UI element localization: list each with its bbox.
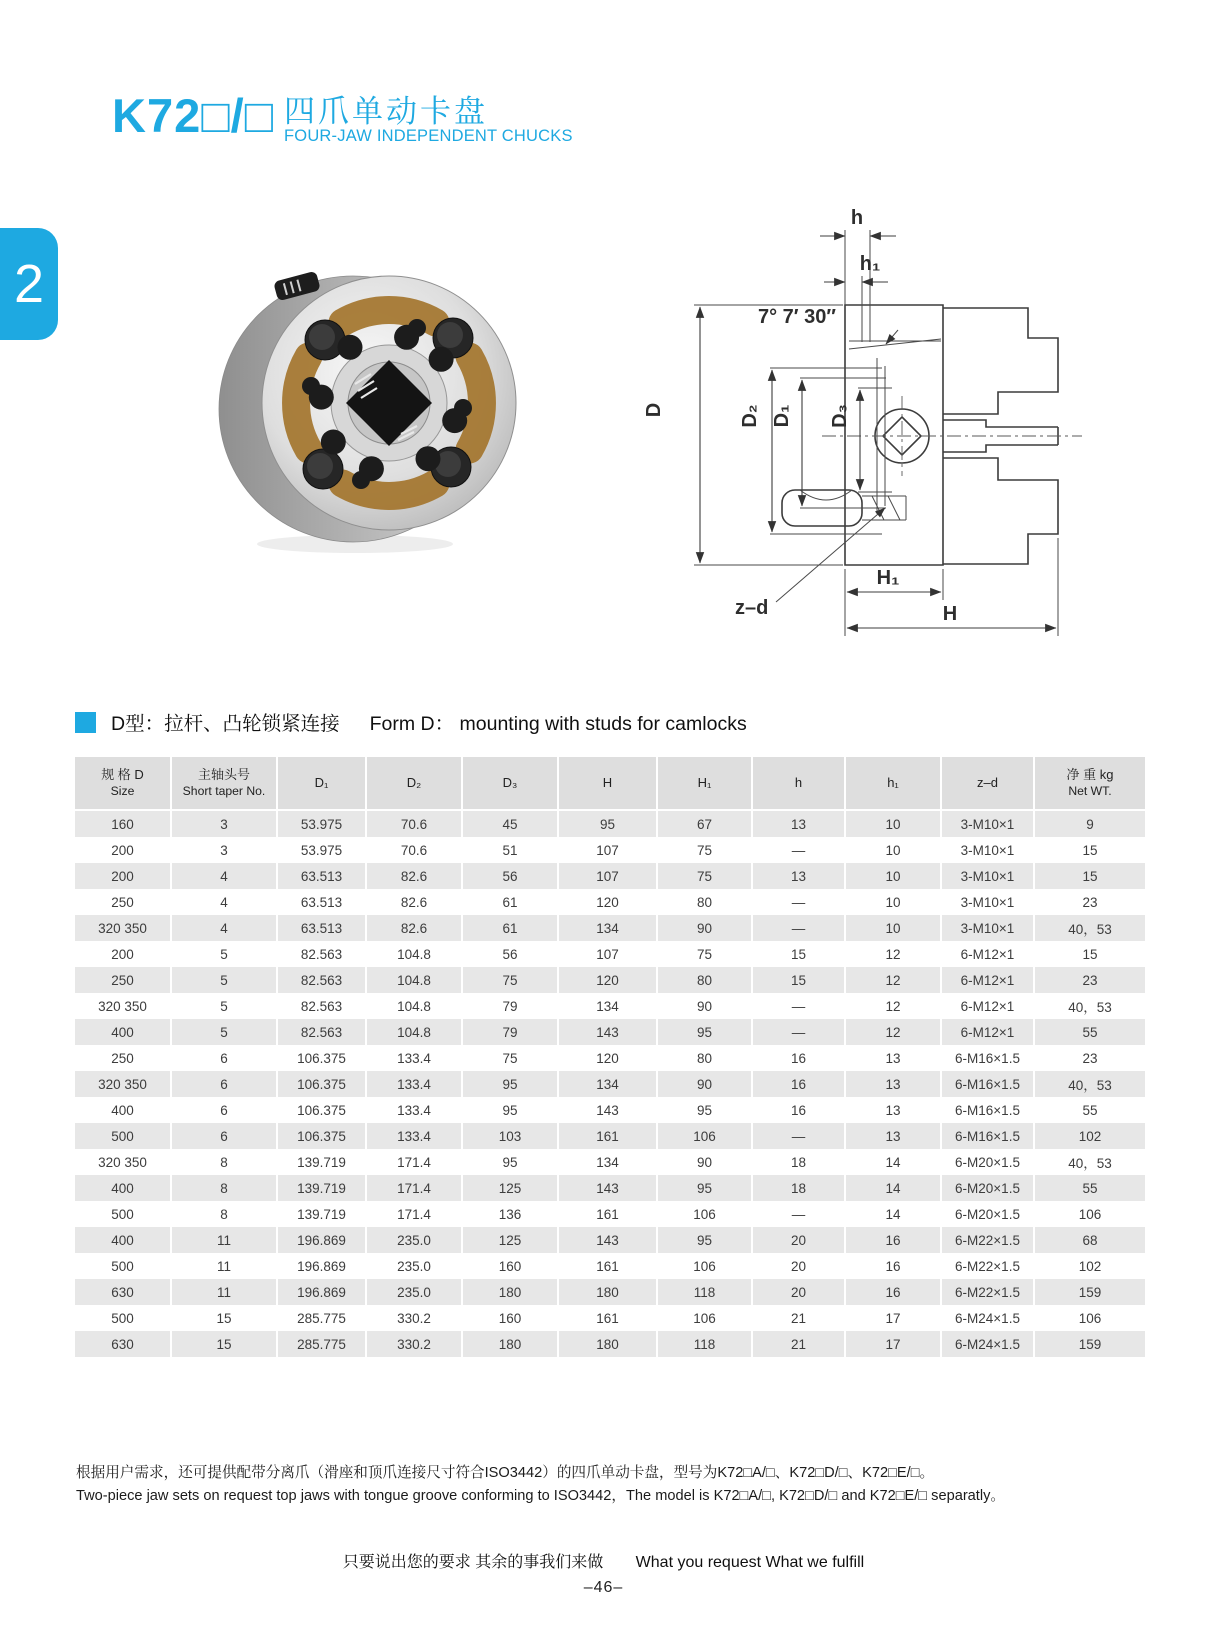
table-cell: 106.375 [277,1097,366,1123]
table-cell: 106.375 [277,1045,366,1071]
table-row [75,941,1145,967]
table-cell: 200 [111,946,134,962]
table-cell: 500 [111,1206,134,1222]
section-title-en: Form D： mounting with studs for camlocks [369,713,747,735]
table-cell: 15 [1034,941,1145,967]
technical-drawing [630,190,1170,650]
table-row [75,1253,1145,1279]
table-row [75,1227,1145,1253]
section-title-cn: D型：拉杆、凸轮锁紧连接 [111,713,340,735]
table-cell: 500 [111,1310,134,1326]
table-cell: 68 [1034,1227,1145,1253]
section-title [75,708,747,736]
table-cell: 20 [752,1227,845,1253]
table-cell: 250 [111,1050,134,1066]
table-cell: 18 [752,1175,845,1201]
table-cell: 16 [752,1071,845,1097]
table-cell: 40，53 [1034,915,1145,941]
table-cell: 95 [462,1071,558,1097]
table-cell: 15 [752,941,845,967]
table-row [75,1331,1145,1357]
footer-slogan [0,1549,1207,1572]
table-header-row [75,757,1145,810]
table-cell: 70.6 [366,837,462,863]
note-en: Two-piece jaw sets on request top jaws with tongue groove conforming to ISO3442，The model is K72□A/□, K72□D/□ and K72□E/□ separatly。 [76,1488,1005,1505]
table-cell: — [752,915,845,941]
table-cell: 63.513 [277,863,366,889]
table-cell: 13 [845,1097,941,1123]
table-cell: 95 [462,1097,558,1123]
table-cell: 4 [171,915,277,941]
table-cell: 106 [657,1253,752,1279]
table-cell: 20 [752,1253,845,1279]
dim-label-H1: H₁ [876,567,900,589]
table-cell: 235.0 [366,1279,462,1305]
table-cell: 13 [752,810,845,837]
table-cell: 40，53 [1034,1071,1145,1097]
slogan-cn: 只要说出您的要求 其余的事我们来做 [342,1554,604,1571]
table-cell: 320 350 [98,998,147,1014]
table-cell: 90 [657,915,752,941]
table-cell: 14 [845,1175,941,1201]
table-cell: 17 [845,1331,941,1357]
table-cell: 6-M12×1 [941,967,1034,993]
table-cell: 80 [657,967,752,993]
table-cell: 6-M12×1 [941,1019,1034,1045]
table-cell: 53.975 [277,837,366,863]
note-cn: 根据用户需求，还可提供配带分离爪（滑座和顶爪连接尺寸符合ISO3442）的四爪单动卡盘，型号为K72□A/□、K72□D/□、K72□E/□。 [76,1465,935,1481]
table-cell: 10 [845,810,941,837]
table-cell: 285.775 [277,1305,366,1331]
table-cell: 18 [752,1149,845,1175]
table-cell: 23 [1034,1045,1145,1071]
table-cell: 104.8 [366,1019,462,1045]
table-row [75,1045,1145,1071]
table-cell: 82.563 [277,967,366,993]
table-body [75,810,1145,1357]
table-cell: 285.775 [277,1331,366,1357]
table-cell: 500 [111,1258,134,1274]
col-h1: h₁ [845,757,941,810]
table-cell: 51 [462,837,558,863]
table-cell: 3-M10×1 [941,837,1034,863]
table-cell: 67 [657,810,752,837]
table-cell: 63.513 [277,915,366,941]
table-cell: 120 [558,889,657,915]
table-cell: 20 [752,1279,845,1305]
table-cell: 120 [558,1045,657,1071]
table-cell: 3-M10×1 [941,889,1034,915]
table-cell: 6-M16×1.5 [941,1123,1034,1149]
table-cell: 90 [657,1149,752,1175]
table-cell: 196.869 [277,1253,366,1279]
table-cell: 15 [1034,863,1145,889]
dim-label-D3: D₃ [829,404,851,428]
table-cell: 196.869 [277,1279,366,1305]
table-cell: 3 [171,837,277,863]
table-cell: 21 [752,1331,845,1357]
table-cell: 180 [558,1331,657,1357]
table-cell: 40，53 [1034,1149,1145,1175]
dim-label-zd: z–d [735,597,769,619]
table-cell: 106 [1034,1201,1145,1227]
table-cell: 90 [657,993,752,1019]
table-cell: 13 [845,1045,941,1071]
table-cell: 5 [171,1019,277,1045]
table-cell: 6-M16×1.5 [941,1097,1034,1123]
table-row [75,1019,1145,1045]
table-cell: 200 [111,842,134,858]
table-cell: 139.719 [277,1149,366,1175]
table-cell: 160 [75,810,171,837]
table-cell: 102 [1034,1123,1145,1149]
table-cell: 15 [1034,837,1145,863]
table-cell: 12 [845,967,941,993]
table-cell: 3 [171,810,277,837]
table-cell: 23 [1034,889,1145,915]
table-cell: 82.563 [277,941,366,967]
table-cell: 75 [657,837,752,863]
table-cell: 95 [657,1227,752,1253]
col-d1: D₁ [277,757,366,810]
table-row [75,1305,1145,1331]
col-size: 规 格 D Size [75,757,171,810]
table-row [75,1175,1145,1201]
table-cell: 8 [171,1201,277,1227]
table-cell: 95 [657,1175,752,1201]
table-cell: 196.869 [277,1227,366,1253]
table-row [75,810,1145,837]
dim-label-h1: h₁ [859,253,881,275]
table-cell: 139.719 [277,1175,366,1201]
table-cell: 400 [75,1175,171,1201]
table-cell: — [752,837,845,863]
table-cell: 55 [1034,1175,1145,1201]
table-cell: 133.4 [366,1071,462,1097]
table-cell: 5 [171,941,277,967]
table-cell: 250 [75,967,171,993]
table-cell: 10 [845,889,941,915]
table-cell: 106 [1034,1305,1145,1331]
dim-label-D: D [643,402,665,418]
table-cell: 320 350 [75,915,171,941]
table-cell: 45 [462,810,558,837]
table-cell: 102 [1034,1253,1145,1279]
table-cell: 235.0 [366,1227,462,1253]
table-row [75,837,1145,863]
table-cell: — [752,889,845,915]
table-cell: 171.4 [366,1175,462,1201]
notes [76,1462,1154,1509]
table-cell: 134 [558,993,657,1019]
table-cell: — [752,993,845,1019]
table-row [75,1149,1145,1175]
table-cell: 330.2 [366,1331,462,1357]
table-cell: 160 [462,1253,558,1279]
table-cell: 63.513 [277,889,366,915]
table-cell: 118 [657,1331,752,1357]
table-cell: 10 [845,837,941,863]
table-cell: 180 [462,1331,558,1357]
table-cell: 5 [171,967,277,993]
table-cell: 9 [1034,810,1145,837]
col-H: H [558,757,657,810]
col-h: h [752,757,845,810]
table-cell: 40，53 [1034,993,1145,1019]
table-row [75,1097,1145,1123]
table-cell: 6-M24×1.5 [941,1305,1034,1331]
table-cell: 107 [558,837,657,863]
table-cell: 6 [171,1123,277,1149]
table-cell: 159 [1034,1279,1145,1305]
table-cell: 11 [171,1227,277,1253]
table-cell: 82.563 [277,993,366,1019]
table-cell: 6-M12×1 [941,941,1034,967]
table-cell: 125 [462,1227,558,1253]
table-cell: 200 [75,863,171,889]
table-cell: — [752,1201,845,1227]
dim-label-D1: D₁ [771,404,793,428]
table-cell: 13 [845,1123,941,1149]
table-cell: 134 [558,1071,657,1097]
table-cell: 235.0 [366,1253,462,1279]
top-jaw [943,308,1058,414]
table-cell: 143 [558,1019,657,1045]
chuck-photo [205,256,545,561]
table-cell: 8 [171,1175,277,1201]
table-cell: 12 [845,941,941,967]
table-cell: 400 [111,1102,134,1118]
table-cell: 4 [171,889,277,915]
table-cell: 106.375 [277,1071,366,1097]
table-cell: 70.6 [366,810,462,837]
col-taper: 主轴头号 Short taper No. [171,757,277,810]
table-cell: 61 [462,889,558,915]
table-cell: 6-M16×1.5 [941,1045,1034,1071]
table-cell: 13 [752,863,845,889]
table-cell: 161 [558,1123,657,1149]
table-cell: 400 [75,1227,171,1253]
table-cell: — [752,1123,845,1149]
bottom-jaw [943,458,1058,564]
table-cell: — [752,1019,845,1045]
table-cell: 16 [845,1227,941,1253]
table-cell: 56 [462,863,558,889]
table-cell: 106 [657,1201,752,1227]
col-zd: z–d [941,757,1034,810]
table-cell: 6-M12×1 [941,993,1034,1019]
table-cell: 133.4 [366,1045,462,1071]
col-H1: H₁ [657,757,752,810]
table-row [75,915,1145,941]
table-cell: 171.4 [366,1149,462,1175]
table-cell: 82.6 [366,915,462,941]
table-cell: 161 [558,1305,657,1331]
table-cell: 6 [171,1071,277,1097]
table-cell: 120 [558,967,657,993]
spec-table [75,757,1145,1357]
table-cell: 143 [558,1097,657,1123]
table-cell: 143 [558,1175,657,1201]
table-row [75,889,1145,915]
table-cell: 320 350 [75,1071,171,1097]
col-netwt: 净 重 kg Net WT. [1034,757,1145,810]
table-cell: 14 [845,1149,941,1175]
table-header [75,757,1145,810]
table-cell: 136 [462,1201,558,1227]
table-cell: 180 [558,1279,657,1305]
table-row [75,863,1145,889]
table-cell: 14 [845,1201,941,1227]
table-cell: 6 [171,1097,277,1123]
table-cell: 104.8 [366,967,462,993]
chapter-tab: 2 [0,228,58,340]
table-cell: 104.8 [366,993,462,1019]
dim-label-angle: 7° 7′ 30″ [758,306,836,328]
table-cell: 95 [657,1019,752,1045]
table-row [75,993,1145,1019]
table-cell: 106.375 [277,1123,366,1149]
table-cell: 500 [75,1123,171,1149]
table-cell: 6-M20×1.5 [941,1201,1034,1227]
table-cell: 6-M20×1.5 [941,1175,1034,1201]
table-cell: 16 [845,1279,941,1305]
table-cell: 55 [1034,1097,1145,1123]
table-cell: 6-M22×1.5 [941,1279,1034,1305]
table-cell: 4 [171,863,277,889]
table-cell: 95 [657,1097,752,1123]
table-cell: 15 [171,1305,277,1331]
table-cell: 6-M22×1.5 [941,1227,1034,1253]
table-cell: 5 [171,993,277,1019]
table-cell: 23 [1034,967,1145,993]
table-cell: 630 [75,1279,171,1305]
table-cell: 6 [171,1045,277,1071]
table-cell: 250 [111,894,134,910]
table-cell: 10 [845,863,941,889]
table-cell: 17 [845,1305,941,1331]
table-cell: 143 [558,1227,657,1253]
table-cell: 95 [558,810,657,837]
table-cell: 107 [558,863,657,889]
table-row [75,1201,1145,1227]
slogan-en: What you request What we fulfill [635,1554,865,1571]
table-cell: 82.563 [277,1019,366,1045]
table-cell: 53.975 [277,810,366,837]
table-cell: 320 350 [98,1154,147,1170]
product-title-en: FOUR-JAW INDEPENDENT CHUCKS [284,127,573,145]
page-number: –46– [583,1579,624,1596]
table-cell: 12 [845,1019,941,1045]
table-cell: 133.4 [366,1097,462,1123]
table-cell: 11 [171,1253,277,1279]
table-cell: 106 [657,1305,752,1331]
dim-label-h: h [850,207,864,229]
dim-label-D2: D₂ [739,404,761,428]
table-cell: 6-M24×1.5 [941,1331,1034,1357]
table-cell: 90 [657,1071,752,1097]
table-cell: 171.4 [366,1201,462,1227]
table-cell: 82.6 [366,863,462,889]
table-cell: 160 [462,1305,558,1331]
section-bullet-icon [75,712,96,733]
table-cell: 3-M10×1 [941,915,1034,941]
table-cell: 6-M22×1.5 [941,1253,1034,1279]
table-cell: 139.719 [277,1201,366,1227]
table-cell: 8 [171,1149,277,1175]
table-cell: 330.2 [366,1305,462,1331]
table-cell: 16 [845,1253,941,1279]
table-cell: 133.4 [366,1123,462,1149]
table-row [75,1123,1145,1149]
table-cell: 180 [462,1279,558,1305]
table-cell: 75 [462,1045,558,1071]
table-cell: 134 [558,915,657,941]
table-cell: 3-M10×1 [941,810,1034,837]
table-cell: 630 [75,1331,171,1357]
table-cell: 95 [462,1149,558,1175]
table-cell: 75 [462,967,558,993]
table-cell: 16 [752,1045,845,1071]
col-d2: D₂ [366,757,462,810]
table-cell: 13 [845,1071,941,1097]
table-cell: 16 [752,1097,845,1123]
table-cell: 80 [657,1045,752,1071]
table-cell: 400 [75,1019,171,1045]
table-cell: 79 [462,993,558,1019]
table-cell: 56 [462,941,558,967]
table-cell: 15 [752,967,845,993]
table-cell: 12 [845,993,941,1019]
table-cell: 75 [657,941,752,967]
table-cell: 11 [171,1279,277,1305]
table-cell: 104.8 [366,941,462,967]
table-cell: 118 [657,1279,752,1305]
table-cell: 79 [462,1019,558,1045]
product-title-cn: 四爪单动卡盘 [284,94,488,129]
model-code: K72□/□ [112,89,275,142]
table-cell: 161 [558,1201,657,1227]
col-d3: D₃ [462,757,558,810]
table-cell: 106 [657,1123,752,1149]
table-cell: 10 [845,915,941,941]
table-cell: 55 [1034,1019,1145,1045]
table-cell: 82.6 [366,889,462,915]
table-cell: 6-M20×1.5 [941,1149,1034,1175]
table-cell: 3-M10×1 [941,863,1034,889]
table-cell: 15 [171,1331,277,1357]
table-cell: 80 [657,889,752,915]
table-cell: 107 [558,941,657,967]
table-cell: 61 [462,915,558,941]
table-row [75,1279,1145,1305]
table-cell: 159 [1034,1331,1145,1357]
chuck-body [219,271,516,553]
table-cell: 125 [462,1175,558,1201]
table-cell: 21 [752,1305,845,1331]
table-cell: 75 [657,863,752,889]
table-row [75,1071,1145,1097]
dim-label-H: H [942,603,958,625]
table-cell: 161 [558,1253,657,1279]
table-row [75,967,1145,993]
table-cell: 6-M16×1.5 [941,1071,1034,1097]
table-cell: 134 [558,1149,657,1175]
table-cell: 103 [462,1123,558,1149]
